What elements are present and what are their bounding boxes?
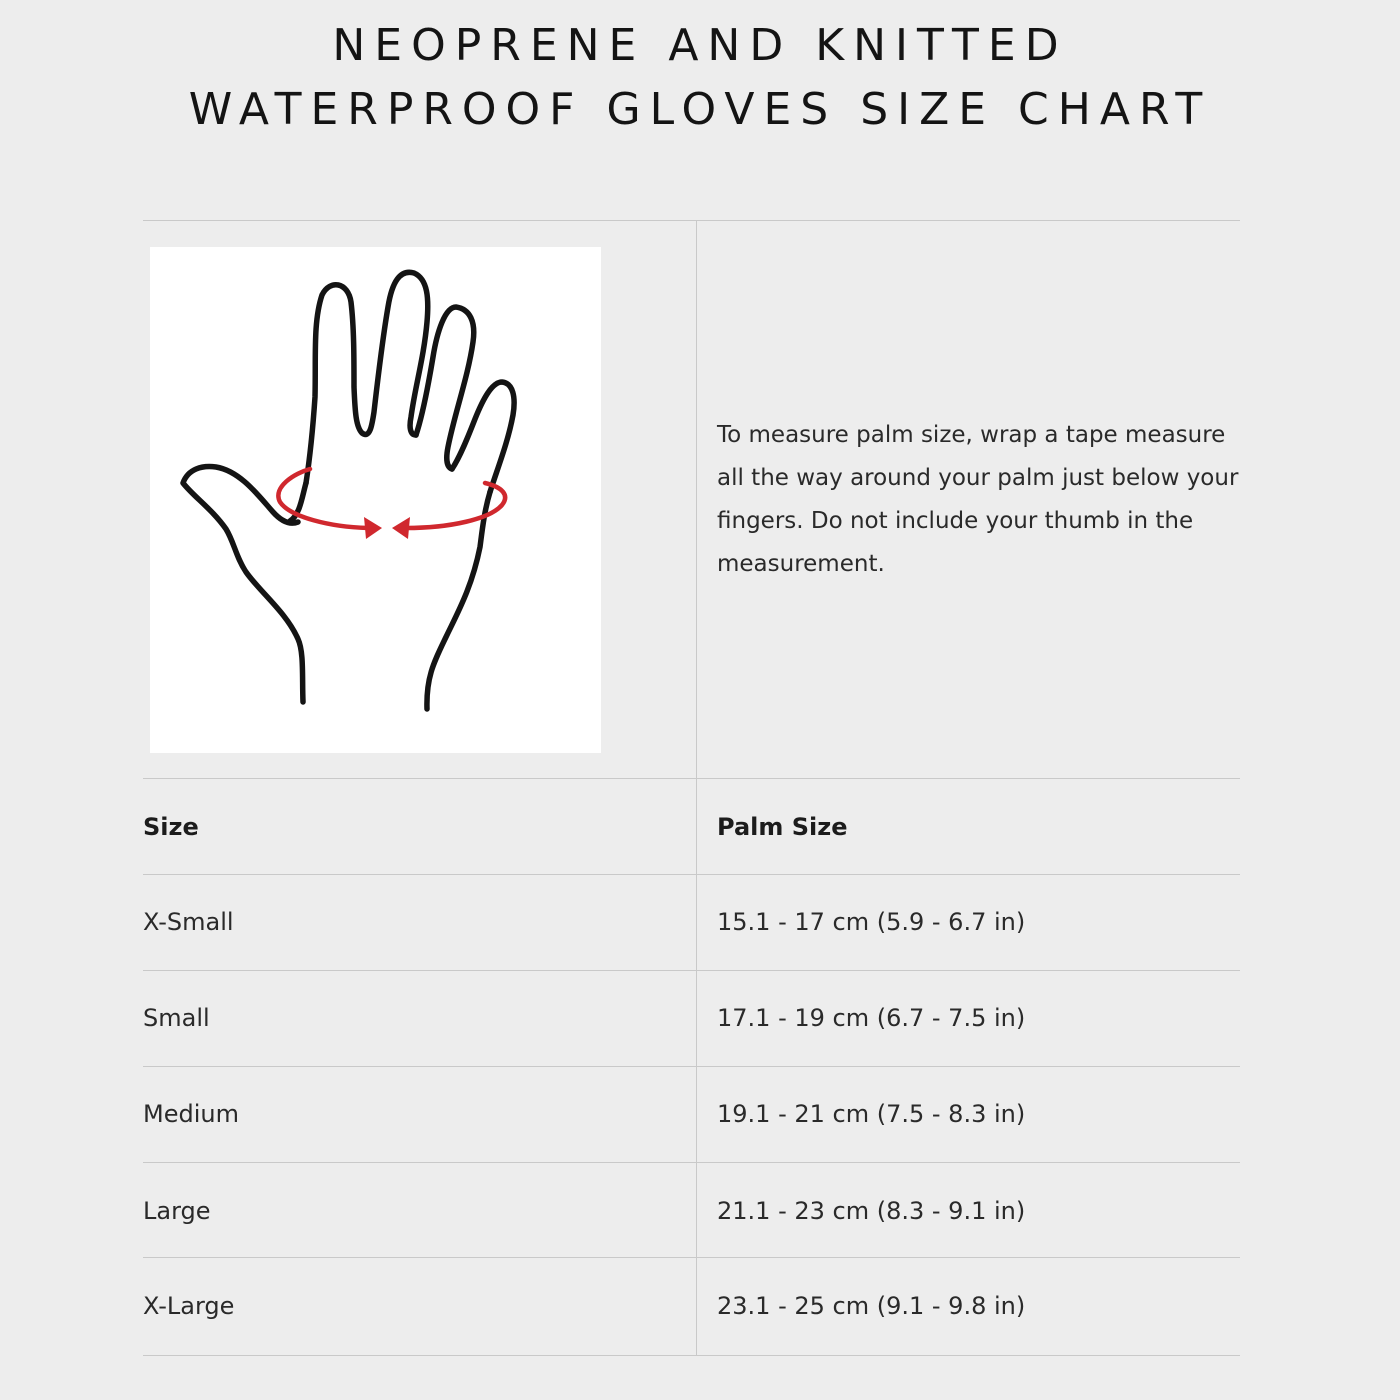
header-top-divider <box>143 778 1240 779</box>
table-row-size: X-Small <box>143 908 234 936</box>
row-divider <box>143 874 1240 875</box>
table-row-size: X-Large <box>143 1292 235 1320</box>
page-title-line-2: WATERPROOF GLOVES SIZE CHART <box>188 84 1212 135</box>
table-bottom-divider <box>143 1355 1240 1356</box>
row-divider <box>143 1257 1240 1258</box>
hand-palm-measure-icon <box>150 247 601 753</box>
row-divider <box>143 1162 1240 1163</box>
column-divider <box>696 221 697 1356</box>
measurement-instructions: To measure palm size, wrap a tape measure all the way around your palm just below your fingers. Do not include your thumb in the measurement. <box>717 422 1239 577</box>
row-divider <box>143 1066 1240 1067</box>
row-divider <box>143 970 1240 971</box>
column-header-size: Size <box>143 813 199 841</box>
table-row-palm-size: 17.1 - 19 cm (6.7 - 7.5 in) <box>717 1004 1026 1032</box>
hand-illustration <box>150 247 601 753</box>
table-row-palm-size: 19.1 - 21 cm (7.5 - 8.3 in) <box>717 1100 1026 1128</box>
table-row-palm-size: 15.1 - 17 cm (5.9 - 6.7 in) <box>717 908 1026 936</box>
table-row-palm-size: 23.1 - 25 cm (9.1 - 9.8 in) <box>717 1292 1026 1320</box>
table-row-size: Small <box>143 1004 210 1032</box>
table-row-palm-size: 21.1 - 23 cm (8.3 - 9.1 in) <box>717 1197 1026 1225</box>
table-row-size: Medium <box>143 1100 239 1128</box>
page-title-line-1: NEOPRENE AND KNITTED <box>332 20 1068 71</box>
column-header-palm-size: Palm Size <box>717 813 848 841</box>
table-top-divider <box>143 220 1240 221</box>
table-row-size: Large <box>143 1197 211 1225</box>
